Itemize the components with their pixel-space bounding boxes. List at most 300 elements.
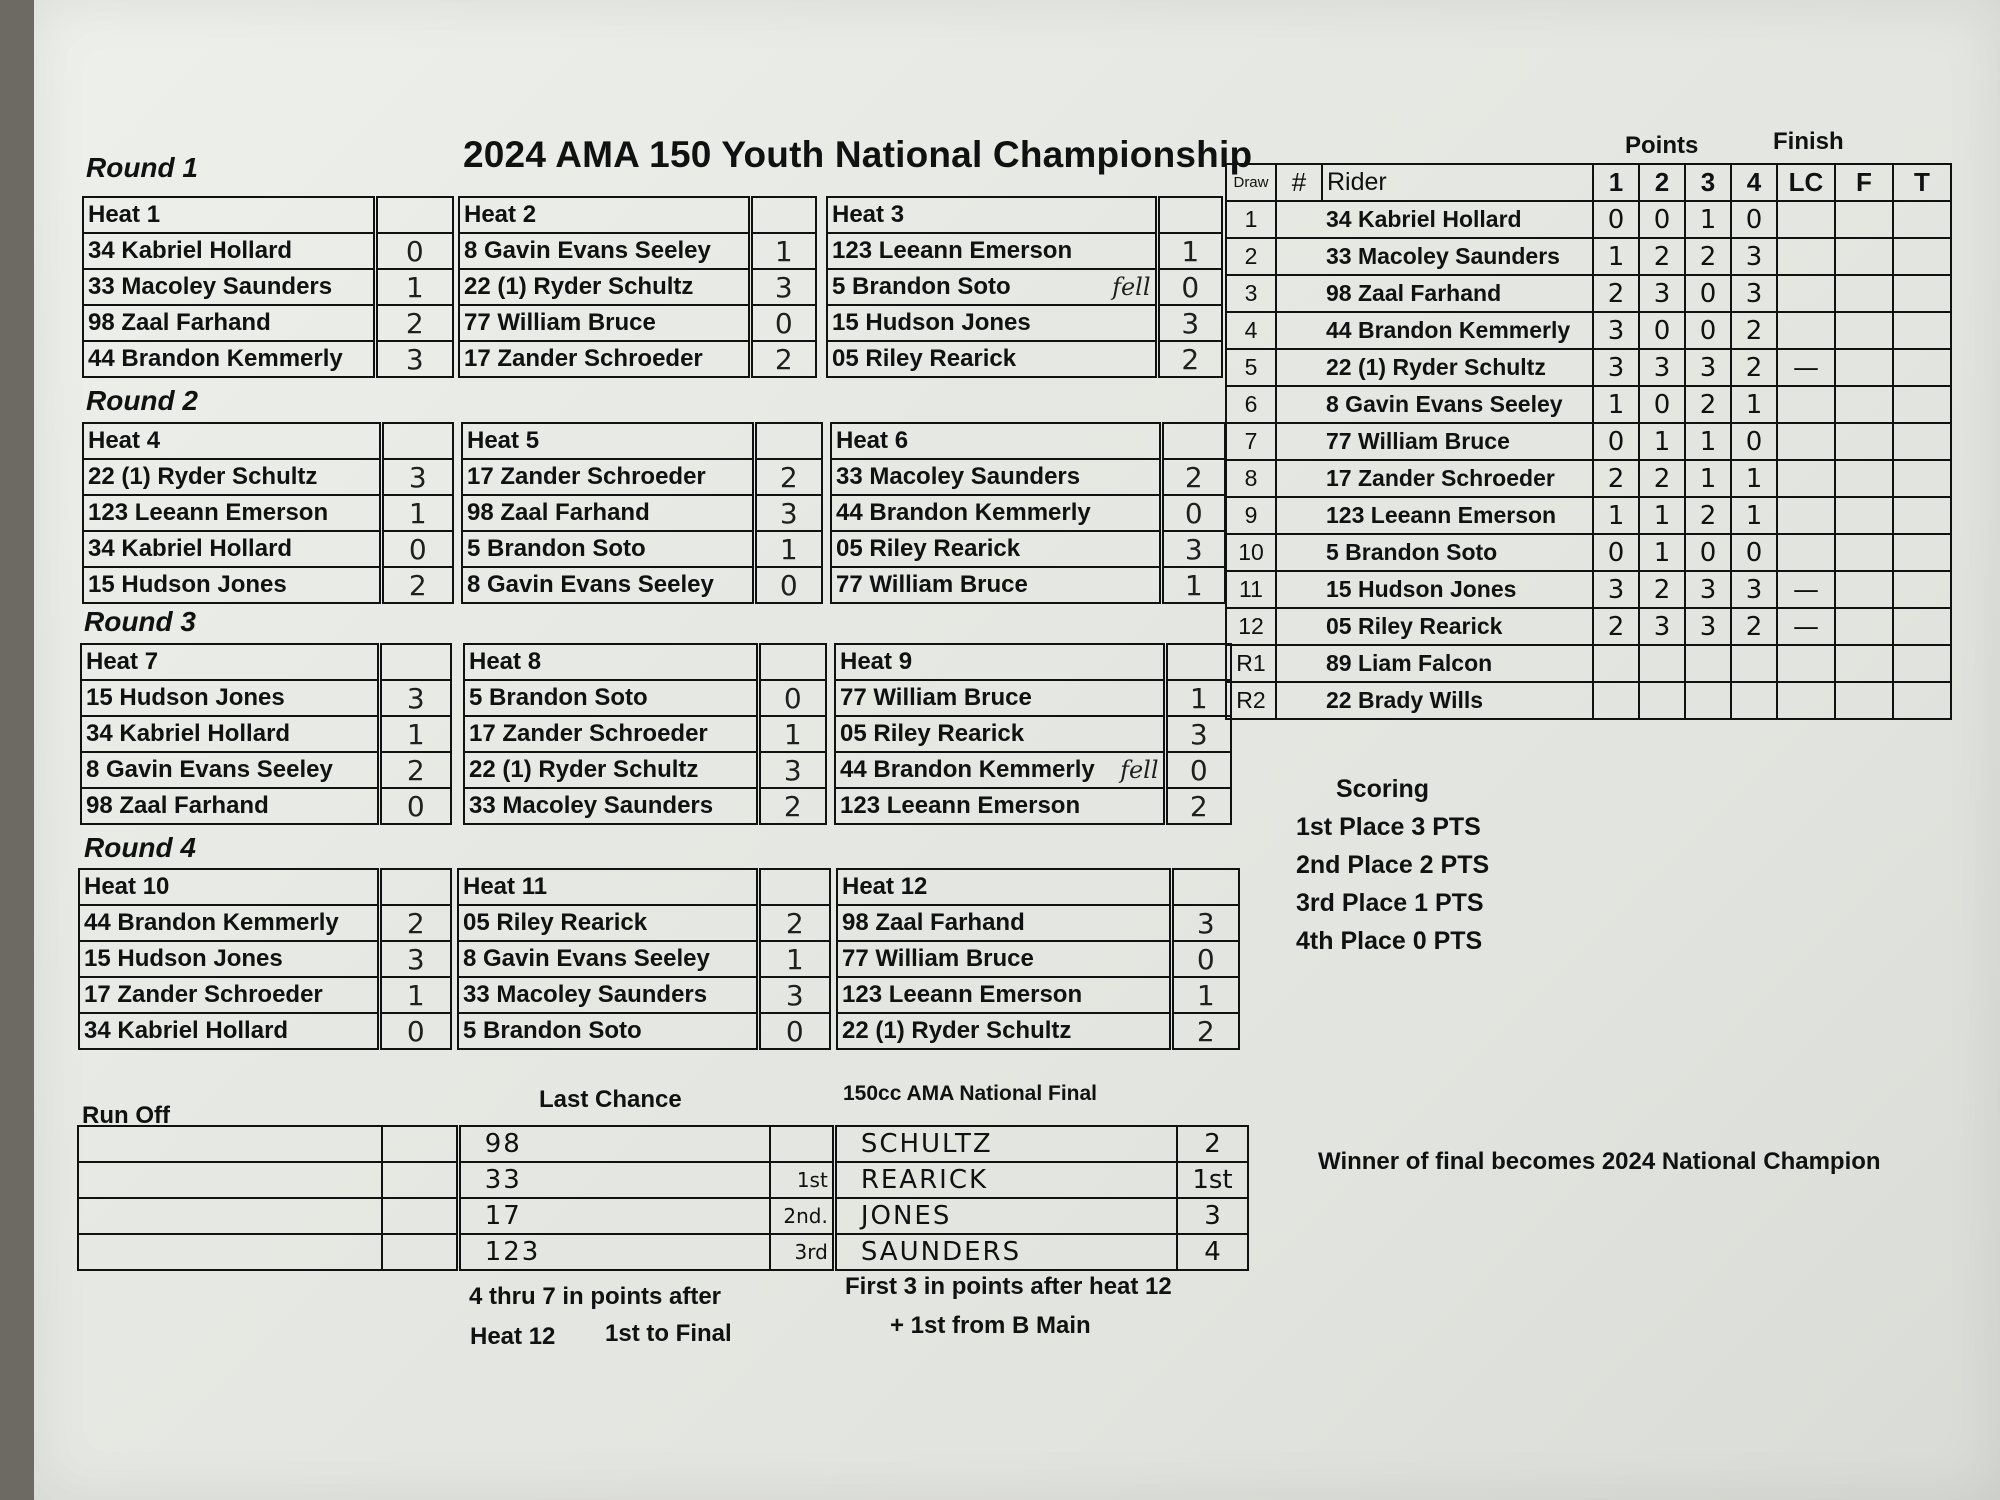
heat-name: Heat 3: [827, 197, 1157, 233]
standings-table: [1225, 163, 1952, 720]
bottom-table: [77, 1125, 1249, 1271]
round-4-label: Round 4: [84, 832, 196, 863]
runoff-points: [382, 1234, 458, 1270]
rider-name: [83, 567, 381, 603]
last-chance-mark: [1777, 534, 1835, 571]
rider-name: 5 Brandon Soto: [1322, 534, 1593, 571]
points-round-3: 3: [1685, 608, 1731, 645]
rider-name: [827, 341, 1157, 377]
heat-points: 2: [1161, 459, 1225, 495]
rider-name-text: 17 Zander Schroeder: [467, 463, 706, 490]
heat-row: [831, 567, 1225, 603]
standings-row: [1226, 386, 1951, 423]
total: [1893, 534, 1951, 571]
round-1-label: Round 1: [86, 152, 198, 183]
rider-name: [458, 941, 758, 977]
rider-name-text: 77 William Bruce: [840, 684, 1032, 711]
points-round-4: 2: [1731, 608, 1777, 645]
heat-score-header: [758, 869, 830, 905]
heat-row: [458, 941, 830, 977]
heat-row: [81, 716, 451, 752]
heat-points: 0: [1165, 752, 1231, 788]
heat-row: [83, 459, 453, 495]
rider-number: [1276, 423, 1322, 460]
rider-name: [831, 567, 1161, 603]
draw-position: 5: [1226, 349, 1276, 386]
heat-points: 1: [375, 269, 453, 305]
points-round-1: 2: [1593, 608, 1639, 645]
points-round-1: 2: [1593, 275, 1639, 312]
draw-header: Draw: [1226, 164, 1276, 201]
heat-row: [464, 788, 826, 824]
final-place: 3: [1177, 1198, 1248, 1234]
draw-position: 8: [1226, 460, 1276, 497]
rider-name-text: 34 Kabriel Hollard: [84, 1017, 289, 1044]
heat-score-header: [1161, 423, 1225, 459]
rider-name: [459, 269, 750, 305]
final-entry: SCHULTZ: [834, 1126, 1177, 1162]
points-round-4: 3: [1731, 238, 1777, 275]
heat-score-header: [1171, 869, 1239, 905]
points-round-2: 0: [1639, 201, 1685, 238]
last-chance-entry: 33: [458, 1162, 770, 1198]
points-round-3: [1685, 645, 1731, 682]
rider-number: [1276, 571, 1322, 608]
heat-points: 2: [754, 459, 822, 495]
heat-row: [83, 531, 453, 567]
runoff-points: [382, 1126, 458, 1162]
rider-number: [1276, 349, 1322, 386]
heat-row: [837, 977, 1239, 1013]
final-finish: [1835, 682, 1893, 719]
heat-points: 3: [1165, 716, 1231, 752]
heat-row: [459, 269, 816, 305]
heat-row: [827, 305, 1222, 341]
rider-name-text: 44 Brandon Kemmerly: [840, 756, 1095, 783]
bottom-row: [78, 1198, 1248, 1234]
final-finish: [1835, 460, 1893, 497]
rider-number: [1276, 645, 1322, 682]
last-chance-mark: [1777, 460, 1835, 497]
points-round-1: 3: [1593, 312, 1639, 349]
last-chance-entry: 123: [458, 1234, 770, 1270]
heat-points: 3: [1161, 531, 1225, 567]
heat-name: Heat 12: [837, 869, 1171, 905]
heat-points: 1: [379, 977, 451, 1013]
final-place: 1st: [1177, 1162, 1248, 1198]
heat-points: 1: [758, 716, 826, 752]
points-round-1: 3: [1593, 571, 1639, 608]
heat-points: 1: [754, 531, 822, 567]
points-round-2: 0: [1639, 386, 1685, 423]
heat-points: 2: [758, 788, 826, 824]
rider-name: [462, 567, 754, 603]
final-finish: [1835, 423, 1893, 460]
rider-name: [81, 788, 379, 824]
final-finish: [1835, 238, 1893, 275]
rider-name: [462, 531, 754, 567]
heat-row: [837, 1013, 1239, 1049]
points-round-2: 3: [1639, 608, 1685, 645]
heat-row: [81, 752, 451, 788]
last-chance-mark: [1777, 312, 1835, 349]
standings-row: [1226, 238, 1951, 275]
heat-row: [79, 905, 451, 941]
heat-points: 3: [375, 341, 453, 377]
heat-row: [459, 341, 816, 377]
heat-table: [834, 643, 1232, 825]
rider-name: 123 Leeann Emerson: [1322, 497, 1593, 534]
points-col-2-header: 2: [1639, 164, 1685, 201]
rider-name-text: 33 Macoley Saunders: [836, 463, 1081, 490]
draw-position: 6: [1226, 386, 1276, 423]
rider-name: 44 Brandon Kemmerly: [1322, 312, 1593, 349]
rider-name: [458, 977, 758, 1013]
heat-points: 1: [1165, 680, 1231, 716]
points-round-1: 0: [1593, 201, 1639, 238]
rider-name-text: 5 Brandon Soto: [832, 273, 1011, 300]
points-round-3: 2: [1685, 238, 1731, 275]
runoff-entry: [78, 1234, 382, 1270]
heat-name: Heat 1: [83, 197, 375, 233]
heat-name: Heat 8: [464, 644, 758, 680]
rider-number: [1276, 460, 1322, 497]
runoff-points: [382, 1198, 458, 1234]
draw-position: 12: [1226, 608, 1276, 645]
points-round-4: 2: [1731, 312, 1777, 349]
rider-name-text: 05 Riley Rearick: [832, 345, 1017, 372]
heat-score-header: [758, 644, 826, 680]
total: [1893, 349, 1951, 386]
rider-name-text: 22 (1) Ryder Schultz: [464, 273, 694, 300]
points-round-2: 0: [1639, 312, 1685, 349]
heat-table: [458, 196, 817, 378]
rider-name-text: 15 Hudson Jones: [832, 309, 1031, 336]
heat-table: [82, 196, 454, 378]
heat-points: 2: [381, 567, 453, 603]
heat-points: 0: [375, 233, 453, 269]
points-round-1: 1: [1593, 497, 1639, 534]
heat-row: [837, 941, 1239, 977]
rider-number: [1276, 386, 1322, 423]
heat-row: [79, 977, 451, 1013]
rider-header: Rider: [1322, 164, 1593, 201]
points-round-2: 2: [1639, 460, 1685, 497]
final-finish: [1835, 571, 1893, 608]
rider-name: [837, 941, 1171, 977]
points-col-1-header: 1: [1593, 164, 1639, 201]
points-round-4: 0: [1731, 201, 1777, 238]
heat-row: [83, 495, 453, 531]
heat-table: [457, 868, 831, 1050]
rider-name: 22 Brady Wills: [1322, 682, 1593, 719]
national-final-label: 150cc AMA National Final: [843, 1082, 1098, 1105]
final-finish: [1835, 312, 1893, 349]
points-round-4: 2: [1731, 349, 1777, 386]
total: [1893, 423, 1951, 460]
final-note: First 3 in points after heat 12: [845, 1273, 1172, 1300]
heat-points: 0: [1171, 941, 1239, 977]
heat-table: [463, 643, 827, 825]
points-round-3: 2: [1685, 386, 1731, 423]
round-2-label: Round 2: [86, 385, 198, 416]
heat-points: 2: [1157, 341, 1222, 377]
heat-score-header: [375, 197, 453, 233]
rider-name-text: 123 Leeann Emerson: [842, 981, 1083, 1008]
heat-row: [83, 233, 453, 269]
heat-table: [830, 422, 1226, 604]
rider-name-text: 34 Kabriel Hollard: [86, 720, 291, 747]
points-round-1: [1593, 682, 1639, 719]
rider-name: [79, 905, 379, 941]
standings-row: [1226, 497, 1951, 534]
points-round-1: 1: [1593, 238, 1639, 275]
points-round-4: [1731, 682, 1777, 719]
points-col-3-header: 3: [1685, 164, 1731, 201]
draw-position: R1: [1226, 645, 1276, 682]
f-header: F: [1835, 164, 1893, 201]
rider-name: [458, 905, 758, 941]
heat-points: 2: [1165, 788, 1231, 824]
total: [1893, 201, 1951, 238]
rider-name: [79, 941, 379, 977]
heat-row: [831, 495, 1225, 531]
fell-note: fell: [1120, 756, 1159, 784]
heat-row: [464, 680, 826, 716]
points-round-4: 3: [1731, 275, 1777, 312]
rider-name-text: 8 Gavin Evans Seeley: [86, 756, 333, 783]
rider-number: [1276, 682, 1322, 719]
heat-points: 3: [379, 941, 451, 977]
rider-number: [1276, 238, 1322, 275]
points-round-3: 2: [1685, 497, 1731, 534]
heat-table: [461, 422, 823, 604]
heat-row: [83, 305, 453, 341]
heat-row: [835, 680, 1231, 716]
final-finish: [1835, 645, 1893, 682]
draw-position: 1: [1226, 201, 1276, 238]
rider-name: [464, 752, 758, 788]
rider-name: 17 Zander Schroeder: [1322, 460, 1593, 497]
heat-row: [831, 459, 1225, 495]
last-chance-mark: —: [1777, 571, 1835, 608]
heat-points: 1: [379, 716, 451, 752]
finish-label: Finish: [1773, 128, 1844, 155]
rider-name: [837, 977, 1171, 1013]
heat-points: 0: [758, 1013, 830, 1049]
heat-name: Heat 4: [83, 423, 381, 459]
rider-number: [1276, 534, 1322, 571]
rider-name: [464, 788, 758, 824]
heat-table: [82, 422, 454, 604]
heat-row: [458, 905, 830, 941]
rider-name: [81, 680, 379, 716]
heat-points: 2: [379, 752, 451, 788]
rider-name: [83, 305, 375, 341]
rider-name: 33 Macoley Saunders: [1322, 238, 1593, 275]
points-round-4: 1: [1731, 386, 1777, 423]
rider-number: [1276, 608, 1322, 645]
last-chance-mark: [1777, 238, 1835, 275]
final-entry: REARICK: [834, 1162, 1177, 1198]
total: [1893, 645, 1951, 682]
rider-name-text: 05 Riley Rearick: [840, 720, 1025, 747]
heat-row: [81, 680, 451, 716]
rider-name: [464, 716, 758, 752]
heat-row: [827, 269, 1222, 305]
heat-points: 2: [379, 905, 451, 941]
round-3-label: Round 3: [84, 606, 196, 637]
last-chance-mark: —: [1777, 349, 1835, 386]
points-col-4-header: 4: [1731, 164, 1777, 201]
rider-name: [462, 459, 754, 495]
rider-name-text: 05 Riley Rearick: [463, 909, 648, 936]
points-round-4: 1: [1731, 497, 1777, 534]
standings-row: [1226, 423, 1951, 460]
rider-name-text: 123 Leeann Emerson: [832, 237, 1073, 264]
last-chance-mark: [1777, 682, 1835, 719]
heat-row: [81, 788, 451, 824]
rider-name: 77 William Bruce: [1322, 423, 1593, 460]
rider-name-text: 77 William Bruce: [836, 571, 1028, 598]
fell-note: fell: [1112, 273, 1151, 301]
rider-name-text: 22 (1) Ryder Schultz: [88, 463, 318, 490]
heat-name: Heat 6: [831, 423, 1161, 459]
standings-row: [1226, 645, 1951, 682]
rider-name-text: 98 Zaal Farhand: [842, 909, 1025, 936]
rider-name-text: 22 (1) Ryder Schultz: [842, 1017, 1072, 1044]
total: [1893, 571, 1951, 608]
heat-points: 3: [754, 495, 822, 531]
heat-row: [458, 977, 830, 1013]
total: [1893, 608, 1951, 645]
heat-row: [462, 567, 822, 603]
last-chance-note: 4 thru 7 in points after: [469, 1283, 722, 1310]
bottom-row: [78, 1234, 1248, 1270]
final-finish: [1835, 386, 1893, 423]
rider-name-text: 77 William Bruce: [842, 945, 1034, 972]
draw-position: 7: [1226, 423, 1276, 460]
rider-name: [81, 752, 379, 788]
final-finish: [1835, 497, 1893, 534]
heat-row: [462, 495, 822, 531]
runoff-entry: [78, 1198, 382, 1234]
rider-name-text: 8 Gavin Evans Seeley: [463, 945, 710, 972]
rider-name: [835, 788, 1165, 824]
rider-name: 15 Hudson Jones: [1322, 571, 1593, 608]
heat-score-header: [750, 197, 816, 233]
draw-position: R2: [1226, 682, 1276, 719]
heat-row: [835, 788, 1231, 824]
draw-position: 2: [1226, 238, 1276, 275]
heat-points: 2: [375, 305, 453, 341]
points-round-3: 0: [1685, 312, 1731, 349]
final-place: 2: [1177, 1126, 1248, 1162]
rider-name-text: 17 Zander Schroeder: [469, 720, 708, 747]
standings-row: [1226, 608, 1951, 645]
rider-name: [458, 1013, 758, 1049]
heat-points: 3: [758, 977, 830, 1013]
rider-name: [83, 341, 375, 377]
points-round-4: 1: [1731, 460, 1777, 497]
final-finish: [1835, 349, 1893, 386]
scoring-line: 4th Place 0 PTS: [1296, 927, 1483, 955]
last-chance-note-heat: Heat 12: [470, 1323, 556, 1350]
points-round-2: 3: [1639, 275, 1685, 312]
heat-points: 2: [750, 341, 816, 377]
rider-name-text: 33 Macoley Saunders: [88, 273, 333, 300]
scoring-line: 1st Place 3 PTS: [1296, 813, 1481, 841]
scoring-line: 3rd Place 1 PTS: [1296, 889, 1484, 917]
rider-name-text: 44 Brandon Kemmerly: [88, 345, 343, 372]
points-round-2: 1: [1639, 423, 1685, 460]
bottom-row: [78, 1162, 1248, 1198]
points-round-3: 1: [1685, 460, 1731, 497]
points-round-4: 0: [1731, 423, 1777, 460]
total: [1893, 497, 1951, 534]
rider-name: [83, 233, 375, 269]
rider-name: [83, 269, 375, 305]
rider-name: [79, 977, 379, 1013]
heat-points: 3: [379, 680, 451, 716]
points-round-4: 3: [1731, 571, 1777, 608]
heat-points: 0: [379, 1013, 451, 1049]
scoring-legend: [1296, 770, 1489, 960]
rider-name: [831, 459, 1161, 495]
points-round-2: [1639, 645, 1685, 682]
heat-row: [459, 233, 816, 269]
heat-table: [80, 643, 452, 825]
heat-row: [835, 752, 1231, 788]
rider-number: [1276, 312, 1322, 349]
heat-points: 1: [750, 233, 816, 269]
heat-points: 2: [1171, 1013, 1239, 1049]
standings-row: [1226, 571, 1951, 608]
heat-row: [835, 716, 1231, 752]
last-chance-mark: [1777, 645, 1835, 682]
heat-points: 2: [758, 905, 830, 941]
last-chance-note-first: 1st to Final: [605, 1320, 732, 1347]
heat-points: 1: [381, 495, 453, 531]
heat-points: 3: [1157, 305, 1222, 341]
rider-name-text: 77 William Bruce: [464, 309, 656, 336]
last-chance-place: 1st: [770, 1162, 834, 1198]
heat-row: [831, 531, 1225, 567]
standings-row: [1226, 312, 1951, 349]
total: [1893, 312, 1951, 349]
heat-row: [462, 459, 822, 495]
rider-name-text: 33 Macoley Saunders: [463, 981, 708, 1008]
heat-name: Heat 7: [81, 644, 379, 680]
heat-row: [464, 716, 826, 752]
last-chance-place: [770, 1126, 834, 1162]
t-header: T: [1893, 164, 1951, 201]
total: [1893, 275, 1951, 312]
rider-name: 89 Liam Falcon: [1322, 645, 1593, 682]
last-chance-entry: 98: [458, 1126, 770, 1162]
rider-name-text: 98 Zaal Farhand: [467, 499, 650, 526]
points-round-3: 3: [1685, 349, 1731, 386]
final-entry: JONES: [834, 1198, 1177, 1234]
rider-name-text: 8 Gavin Evans Seeley: [464, 237, 711, 264]
last-chance-mark: [1777, 201, 1835, 238]
final-note-b-main: + 1st from B Main: [890, 1312, 1091, 1339]
heat-points: 3: [758, 752, 826, 788]
standings-row: [1226, 682, 1951, 719]
heat-name: Heat 5: [462, 423, 754, 459]
rider-name: [83, 495, 381, 531]
last-chance-place: 2nd.: [770, 1198, 834, 1234]
